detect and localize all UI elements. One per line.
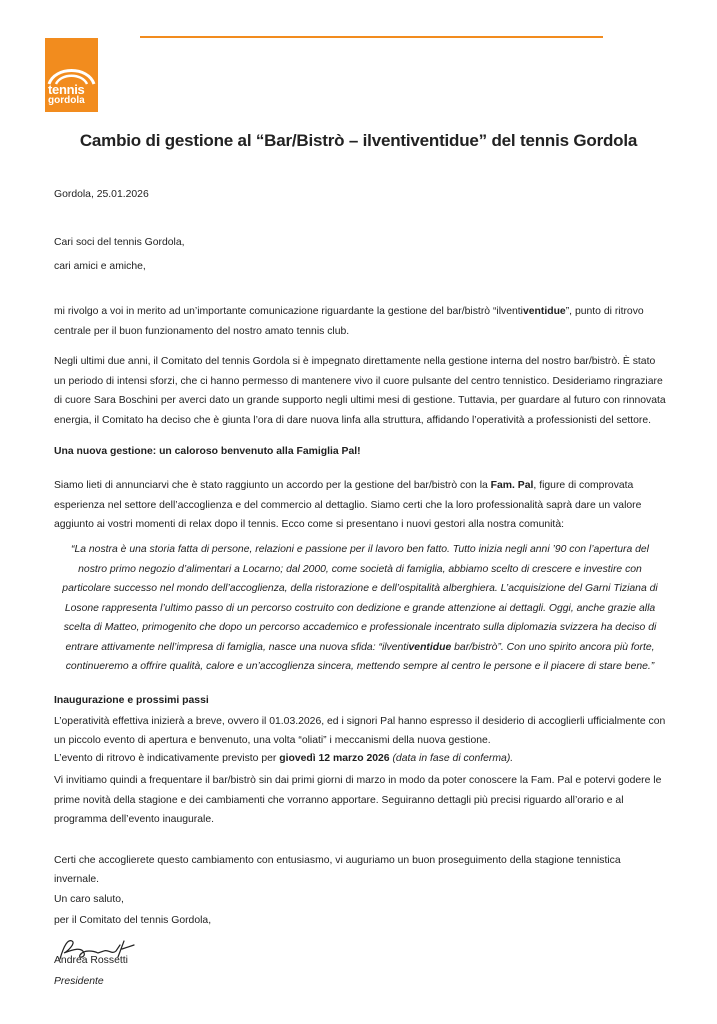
- signer-role: Presidente: [54, 976, 104, 987]
- para5-text-italic: (data in fase di conferma).: [389, 753, 514, 764]
- quote-text-a: “La nostra è una storia fatta di persone, relazioni e passione per il lavoro ben fatto. Tutto inizia negli anni ’90 con l’apertura del nostro primo negozio d’alimentari a Locarno; dal 2000, come società di famiglia, abbiamo scelto di crescere e investire con particolare successo nel mondo dell’accoglienza, della ristorazione e dell’ospitalità alberghiera. L’acquisizione del Garni Tiziana di Losone rappresenta l’ultimo passo di un percorso costruito con dedizione e grande attenzione ai dettagli. Oggi, anche grazie alla scelta di Matteo, primogenito che dopo un percorso accademico e professionale incentrato sulla diplomazia svizzera ha deciso di entrare attivamente nell’impresa di famiglia, nasce una nuova sfida: “ilventi: [62, 544, 658, 653]
- intro-text-a: mi rivolgo a voi in merito ad un’importante comunicazione riguardante la gestione del bar/bistrò “ilventi: [54, 306, 523, 317]
- date-line: Gordola, 25.01.2026: [54, 189, 149, 200]
- tennis-gordola-logo: [45, 38, 98, 112]
- para3-text-c: , figure di comprovata esperienza nel settore dell’accoglienza e del commercio al dettaglio. Siamo certi che la loro professionalità saprà dare un valore aggiunto ai vostri momenti di relax dopo il tennis. Ecco come si presentano i nuovi gestori alla nostra comunità:: [54, 480, 642, 530]
- para5-text-a: L’evento di ritrovo è indicativamente previsto per: [54, 753, 280, 764]
- paragraph-comitato: Negli ultimi due anni, il Comitato del tennis Gordola si è impegnato direttamente nella gestione interna del nostro bar/bistrò. È stato un periodo di intensi sforzi, che ci hanno permesso di mantenere vivo il cuore pulsante del centro tennistico. Desideriamo ringraziare di cuore Sara Boschini per averci dato un grande supporto negli ultimi mesi di gestione. Tuttavia, per guardare al futuro con rinnovata energia, il Comitato ha deciso che è giunta l’ora di dare nuova linfa alla struttura, affidando l’operatività a professionisti del settore.: [54, 356, 666, 426]
- paragraph-evento: [54, 750, 666, 769]
- paragraph-famiglia-pal: [54, 476, 666, 535]
- closing-line-2: per il Comitato del tennis Gordola,: [54, 915, 212, 926]
- paragraph-operativita: L’operatività effettiva inizierà a breve, ovvero il 01.03.2026, ed i signori Pal hanno espresso il desiderio di accoglierli ufficialmente con un piccolo evento di apertura e benvenuto, una volta “oliati” i meccanismi della nuova gestione.: [54, 716, 666, 746]
- paragraph-auguri: Certi che accoglierete questo cambiamento con entusiasmo, vi auguriamo un buon proseguimento della stagione tennistica invernale.: [54, 855, 621, 885]
- logo-text-gordola: gordola: [48, 95, 85, 106]
- intro-paragraph: [54, 302, 666, 342]
- logo-text-tennis: tennis: [48, 82, 85, 97]
- greeting-line-2: cari amici e amiche,: [54, 261, 146, 272]
- intro-text-bold: ventidue: [522, 306, 566, 317]
- section-heading-inaugurazione: [54, 692, 666, 711]
- heading-text: Inaugurazione e prossimi passi: [54, 695, 209, 706]
- quote-paragraph: [56, 540, 664, 677]
- quote-text-c: bar/bistrò”. Con uno spirito ancora più forte, continueremo a offrire qualità, calore e un’accoglienza sincera, mettendo sempre al centro le persone e il piacere di stare bene.”: [65, 641, 655, 672]
- para3-text-a: Siamo lieti di annunciarvi che è stato raggiunto un accordo per la gestione del bar/bistrò con la: [54, 480, 491, 491]
- greeting-line-1: Cari soci del tennis Gordola,: [54, 237, 185, 248]
- page-title: Cambio di gestione al “Bar/Bistrò – ilventiventidue” del tennis Gordola: [79, 131, 638, 150]
- section-heading-nuova-gestione: [54, 443, 666, 462]
- para3-text-bold: Fam. Pal: [490, 480, 534, 491]
- signer-name: Andrea Rossetti: [54, 955, 128, 966]
- closing-line-1: Un caro saluto,: [54, 894, 124, 905]
- paragraph-invito: Vi invitiamo quindi a frequentare il bar/bistrò sin dai primi giorni di marzo in modo da poter conoscere la Fam. Pal e potervi godere le prime novità della stagione e dei cambiamenti che vorranno apportare. Seguiranno dettagli più precisi riguardo all’orario e al programma dell’evento inaugurale.: [54, 775, 662, 825]
- heading-text: Una nuova gestione: un caloroso benvenuto alla Famiglia Pal!: [54, 446, 361, 457]
- intro-text-c: ”, punto di ritrovo centrale per il buon funzionamento del nostro amato tennis club.: [54, 306, 644, 337]
- header-rule: [140, 36, 603, 38]
- quote-text-bold: ventidue: [408, 641, 452, 653]
- para5-date-bold: giovedì 12 marzo 2026: [279, 753, 390, 764]
